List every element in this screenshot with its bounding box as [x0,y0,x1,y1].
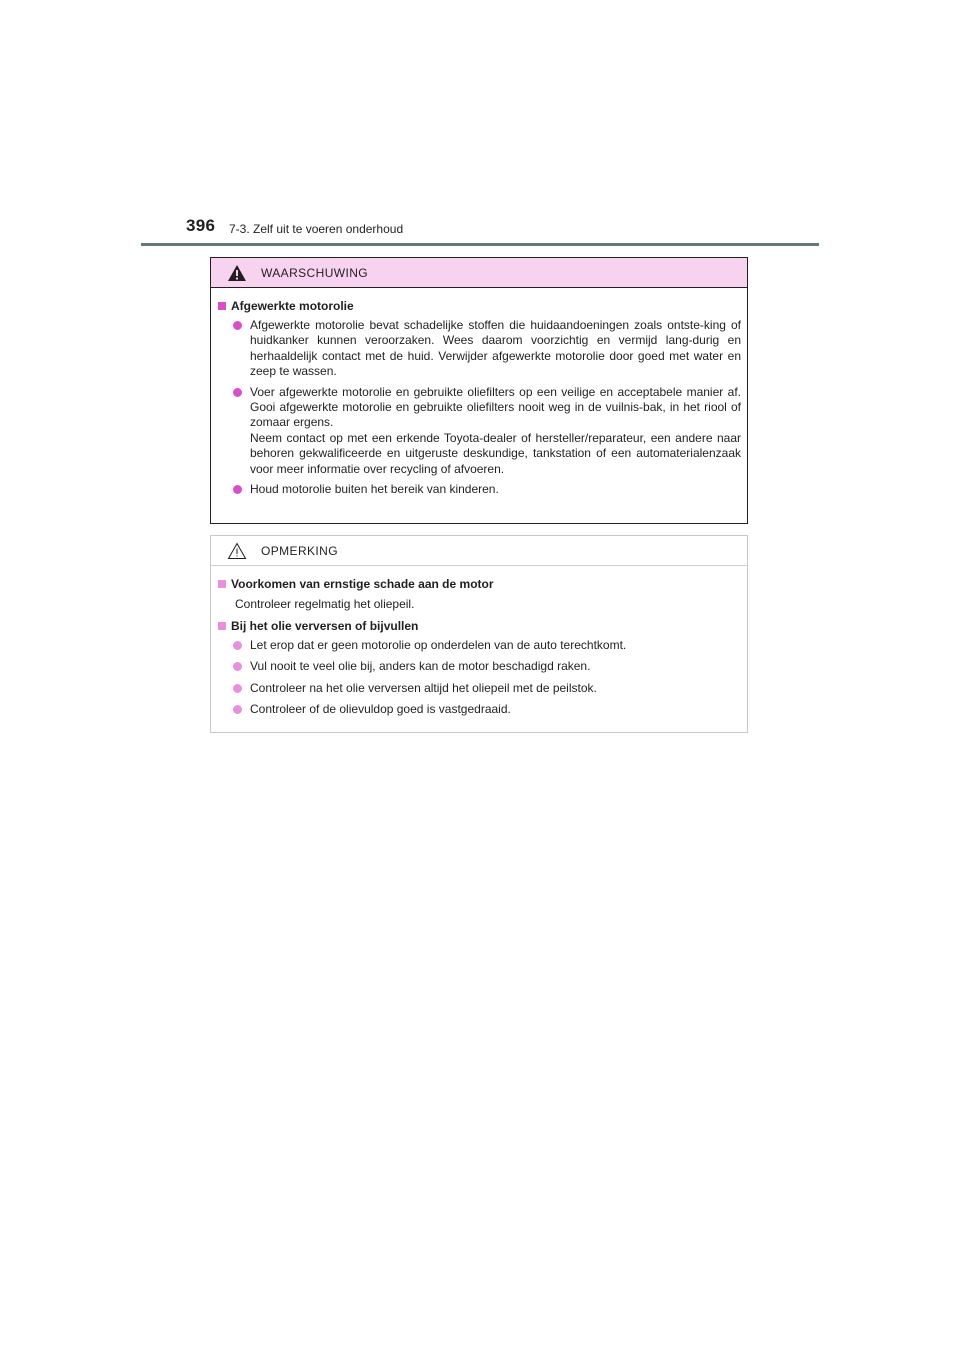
list-item [233,482,741,497]
round-bullet-icon [233,662,242,671]
round-bullet-icon [233,684,242,693]
warning-body [211,288,747,497]
square-bullet-icon [218,580,226,588]
square-bullet-icon [218,302,226,310]
note-panel [210,535,748,733]
note-heading [217,576,741,592]
section-title: 7-3. Zelf uit te voeren onderhoud [229,222,404,236]
list-item [233,385,741,477]
list-item [233,659,741,674]
warning-panel-header [211,258,747,288]
round-bullet-icon [233,641,242,650]
list-item [233,681,741,696]
round-bullet-icon [233,485,242,494]
list-item [233,318,741,380]
warning-title: WAARSCHUWING [261,265,369,280]
warning-heading-text: Afgewerkte motorolie [231,299,354,313]
round-bullet-icon [233,388,242,397]
list-item-text: Neem contact op met een erkende Toyota-dealer of hersteller/reparateur, een andere naar behoren gekwalificeerde en uitgeruste deskundige, tankstation of een automaterialenzaak voor meer informatie over recycling of afvoeren. [250,430,741,476]
round-bullet-icon [233,321,242,330]
note-heading [217,618,741,634]
caution-triangle-outline-icon [227,542,247,560]
note-heading-text: Bij het olie verversen of bijvullen [231,619,419,633]
page-number: 396 [186,216,216,235]
list-item-text: Controleer of de olievuldop goed is vastgedraaid. [250,702,511,717]
note-title: OPMERKING [261,543,338,558]
round-bullet-icon [233,705,242,714]
list-item-text: Vul nooit te veel olie bij, anders kan de motor beschadigd raken. [250,659,591,674]
list-item-text: Afgewerkte motorolie bevat schadelijke stoffen die huidaandoeningen zoals ontste-king of huidkanker kunnen veroorzaken. Wees daarom voorzichtig en vermijd lang-durig en herhaaldelijk contact met de huid. Verwijder afgewerkte motorolie door goed met water en zeep te wassen. [250,318,741,379]
warning-triangle-icon [227,264,247,282]
list-item-text: Let erop dat er geen motorolie op onderdelen van de auto terechtkomt. [250,638,627,652]
warning-panel [210,257,748,524]
list-item [233,702,741,717]
list-item-text: Controleer na het olie verversen altijd het oliepeil met de peilstok. [250,680,597,695]
list-item-text: Voer afgewerkte motorolie en gebruikte oliefilters op een veilige en acceptabele manier af. Gooi afgewerkte motorolie en gebruikte oliefilters nooit weg in de vuilnis-bak, in het riool of zomaar ergens. [250,384,741,430]
note-panel-header [211,536,747,566]
note-heading-text: Voorkomen van ernstige schade aan de motor [231,577,494,591]
list-item-text: Houd motorolie buiten het bereik van kinderen. [250,482,499,497]
note-text: Controleer regelmatig het oliepeil. [235,597,415,611]
square-bullet-icon [218,622,226,630]
warning-heading [217,298,741,314]
list-item [233,638,741,653]
header-divider [141,243,819,246]
note-body [211,566,747,718]
